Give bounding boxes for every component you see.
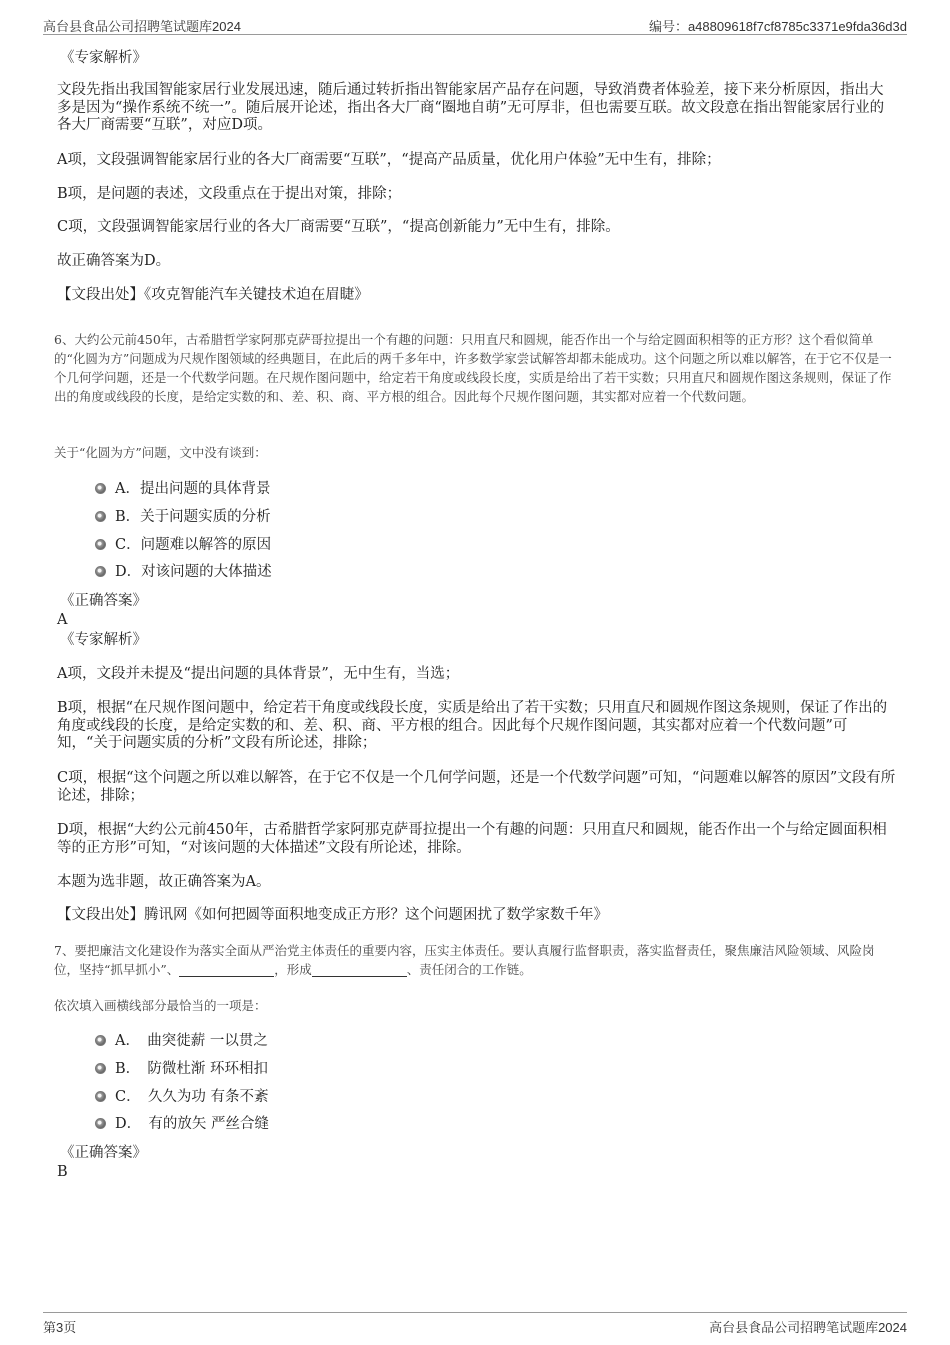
q7-blank-2: [312, 964, 407, 977]
q6-option-c-analysis: C项，根据“这个问题之所以难以解答，在于它不仅是一个几何学问题，还是一个代数学问题”可知，“问题难以解答的原因”文段有所论述，排除；: [57, 770, 896, 804]
q5-option-b-analysis: B项，是问题的表述，文段重点在于提出对策，排除；: [57, 186, 402, 202]
q7-stem-part1: 7、要把廉洁文化建设作为落实全面从严治党主体责任的重要内容，压实主体责任。要认真履行监督职责，落实监督责任，聚焦廉洁风险领域、风险岗位，坚持“抓早抓小”、: [54, 943, 875, 977]
q7-question: 依次填入画横线部分最恰当的一项是：: [54, 998, 267, 1013]
q7-option-c[interactable]: [95, 1088, 268, 1106]
q6-option-a-label: A．提出问题的具体背景: [115, 481, 271, 497]
q5-expert-label: 《专家解析》: [60, 50, 147, 66]
q6-option-a[interactable]: [95, 480, 270, 498]
q6-question: 关于“化圆为方”问题，文中没有谈到：: [54, 445, 267, 460]
q6-source: 【文段出处】腾讯网《如何把圆等面积地变成正方形？这个问题困扰了数学家数千年》: [57, 907, 608, 923]
q5-option-c-analysis: C项，文段强调智能家居行业的各大厂商需要“互联”，“提高创新能力”无中生有，排除。: [57, 219, 620, 235]
q6-option-d-analysis: D项，根据“大约公元前450年，古希腊哲学家阿那克萨哥拉提出一个有趣的问题：只用直尺和圆规，能否作出一个与给定圆面积相等的正方形”可知，“对该问题的大体描述”文段有所论述，排除。: [57, 822, 887, 856]
page-number: 第3页: [43, 1320, 77, 1335]
q6-stem: 6、大约公元前450年，古希腊哲学家阿那克萨哥拉提出一个有趣的问题：只用直尺和圆规，能否作出一个与给定圆面积相等的正方形？这个看似简单的“化圆为方”问题成为尺规作图领域的经典题目，在此后的两千多年中，许多数学家尝试解答却都未能成功。这个问题之所以难以解答，在于它不仅是一个几何学问题，还是一个代数学问题。在尺规作图问题中，给定若干角度或线段长度，实质是给出了若干实数；只用直尺和圆规作图这条规则，保证了作出的角度或线段的长度，是给定实数的和、差、积、商、平方根的组合。因此每个尺规作图问题，其实都对应着一个代数问题。: [54, 332, 892, 404]
footer-title: 高台县食品公司招聘笔试题库2024: [709, 1320, 907, 1335]
q6-option-d-label: D．对该问题的大体描述: [115, 564, 272, 580]
q7-blank-1: [179, 964, 274, 977]
header-serial-number: 编号：a48809618f7cf8785c3371e9fda36d3d: [648, 19, 907, 34]
radio-icon[interactable]: [95, 1091, 106, 1102]
q7-stem: [54, 941, 897, 979]
q7-option-a[interactable]: [95, 1032, 268, 1050]
q7-answer: B: [57, 1164, 68, 1180]
q6-option-a-analysis: A项，文段并未提及“提出问题的具体背景”，无中生有，当选；: [57, 666, 460, 682]
q5-analysis: 文段先指出我国智能家居行业发展迅速，随后通过转折指出智能家居产品存在问题，导致消费者体验差，接下来分析原因，指出大多是因为“操作系统不统一”。随后展开论述，指出各大厂商“圈地自萌”无可厚非，但也需要互联。故文段意在指出智能家居行业的各大厂商需要“互联”，对应D项。: [57, 82, 885, 133]
radio-icon[interactable]: [95, 566, 106, 577]
q6-option-b[interactable]: [95, 508, 271, 526]
q7-option-b[interactable]: [95, 1060, 268, 1078]
q5-source: 【文段出处】《攻克智能汽车关键技术迫在眉睫》: [57, 287, 369, 303]
q7-stem-part2: ，形成: [274, 962, 312, 977]
q5-conclusion: 故正确答案为D。: [57, 253, 171, 269]
radio-icon[interactable]: [95, 1118, 106, 1129]
radio-icon[interactable]: [95, 539, 106, 550]
q6-expert-label: 《专家解析》: [60, 632, 147, 648]
q6-option-c[interactable]: [95, 536, 271, 554]
radio-icon[interactable]: [95, 1063, 106, 1074]
q6-conclusion: 本题为选非题，故正确答案为A。: [57, 874, 271, 890]
q7-option-d[interactable]: [95, 1115, 269, 1133]
q6-option-c-label: C．问题难以解答的原因: [115, 537, 272, 553]
header-title: 高台县食品公司招聘笔试题库2024: [43, 19, 241, 34]
q7-option-c-label: C． 久久为功 有条不紊: [115, 1089, 269, 1105]
q7-option-a-label: A． 曲突徙薪 一以贯之: [115, 1033, 268, 1049]
q6-option-b-analysis: B项，根据“在尺规作图问题中，给定若干角度或线段长度，实质是给出了若干实数；只用直尺和圆规作图这条规则，保证了作出的角度或线段的长度，是给定实数的和、差、积、商、平方根的组合。因此每个尺规作图问题，其实都对应着一个代数问题”可知，“关于问题实质的分析”文段有所论述，排除；: [57, 700, 888, 751]
q6-option-b-label: B．关于问题实质的分析: [115, 509, 271, 525]
q5-option-a-analysis: A项，文段强调智能家居行业的各大厂商需要“互联”，“提高产品质量，优化用户体验”无中生有，排除；: [57, 152, 721, 168]
page-footer: [43, 1312, 907, 1335]
page-header: [43, 14, 907, 35]
q6-answer: A: [57, 612, 68, 628]
q7-option-b-label: B． 防微杜渐 环环相扣: [115, 1061, 269, 1077]
q7-option-d-label: D． 有的放矢 严丝合缝: [115, 1116, 269, 1132]
q6-option-d[interactable]: [95, 563, 272, 581]
radio-icon[interactable]: [95, 511, 106, 522]
radio-icon[interactable]: [95, 1035, 106, 1046]
q7-answer-label: 《正确答案》: [60, 1145, 147, 1161]
radio-icon[interactable]: [95, 483, 106, 494]
q7-stem-part3: 、责任闭合的工作链。: [406, 962, 532, 977]
q6-answer-label: 《正确答案》: [60, 593, 147, 609]
